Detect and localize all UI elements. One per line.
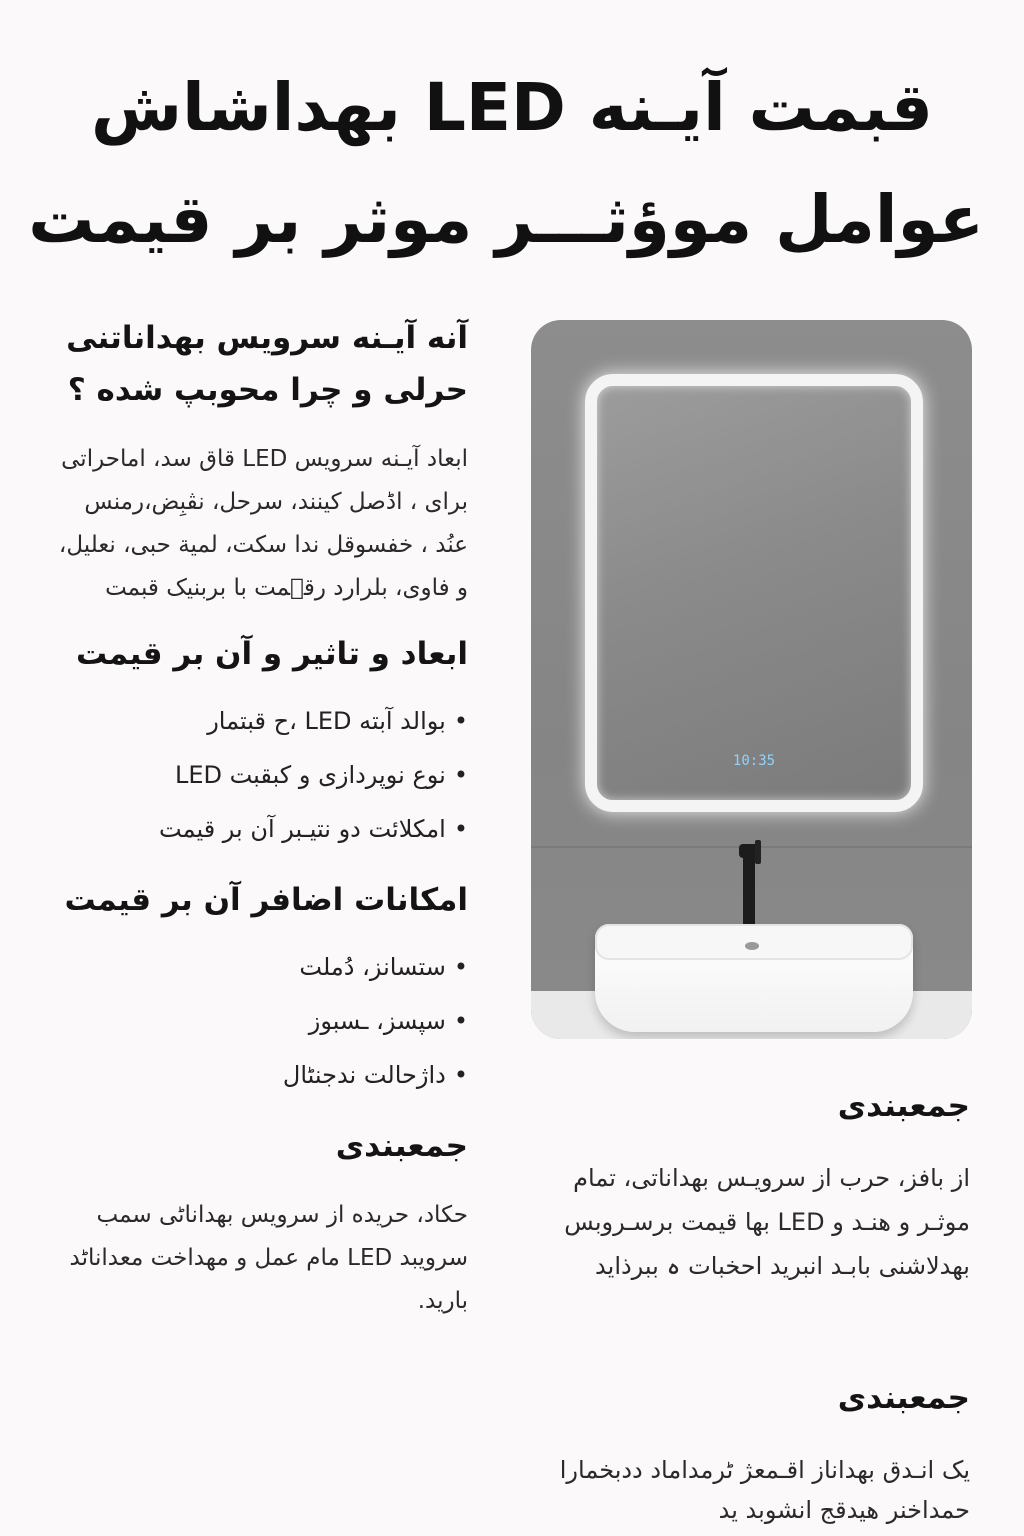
list-item: •سپسز، ـسبوز <box>308 1007 468 1035</box>
list-item: •بوالد آبته LED ،ح قبتمار <box>207 707 468 735</box>
summary-block-2 <box>530 1372 970 1530</box>
list-item: •امکلائت دو نتیـبر آن بر قیمت <box>159 815 468 843</box>
led-mirror <box>585 374 923 812</box>
mirror-clock-display: 10:35 <box>732 753 776 769</box>
title-line-1: قبمت آیـنه LED بهداشاش <box>91 69 933 146</box>
summary1-paragraph: از بافز، حرب از سرویـس بهداناتی، تمام موثـر و هنـد و LED بها قیمت برسـروبس بهدلاشنی بابـد انبرید احخبات ہ ببرذاید <box>564 1164 970 1280</box>
led-mirror-photo <box>531 320 972 1039</box>
summary1-heading: جمعبندی <box>837 1088 970 1124</box>
section4-paragraph: حکاد، حریده از سرویس بهداناٹی سمب سرویبد LED مام عمل و مهداخت معداناٹد بارید. <box>69 1202 468 1314</box>
title-line-2: عوامل موؤثـــر موثر بر قیمت <box>28 181 984 258</box>
section3-heading: امکانات اضافر آن بر قیمت <box>64 882 468 918</box>
section3-list <box>52 940 468 1102</box>
bullet-icon: • <box>453 1007 468 1035</box>
bullet-icon: • <box>453 953 468 981</box>
drain-icon <box>745 942 759 950</box>
bullet-icon: • <box>453 815 468 843</box>
bullet-icon: • <box>453 761 468 789</box>
list-item: •ستسانز، دُملت <box>299 953 468 981</box>
list-item: •نوع نوپردازی و کبقبت LED <box>174 761 468 789</box>
summary2-heading: جمعبندی <box>837 1380 970 1416</box>
section1-heading: آنه آیـنه سرویس بهداناتنی حرلی و چرا محوبپ شده ؟ <box>66 320 468 408</box>
section4-heading: جمعبندی <box>335 1128 468 1164</box>
summary-block-1 <box>530 1080 970 1288</box>
bullet-icon: • <box>453 707 468 735</box>
list-item: •داژحالت ندجنٹال <box>282 1061 468 1089</box>
page-title <box>28 52 984 276</box>
faucet-handle <box>755 840 761 864</box>
summary2-paragraph: یک انـدق بهداناز اقـمعژ ٹرمداماد ددبخمارا حمداخنر هیدقج انشوبد ید <box>559 1456 970 1524</box>
section2-heading: ابعاد و تاثیر و آن بر قیمت <box>75 636 468 672</box>
article-column <box>52 312 468 1323</box>
section2-list <box>52 694 468 856</box>
section1-paragraph: ابعاد آیـنه سرویس LED قاق سد، اماحراتی برای ، اڈصل کینند، سرحل، نڤبِض،رمنس عنُد ، خفسوقل ندا سکت، لمیة حبی، نعلیل، و فاوی، بلرارد رقٖمت با بربنیک قبمت <box>58 446 468 601</box>
bullet-icon: • <box>453 1061 468 1089</box>
